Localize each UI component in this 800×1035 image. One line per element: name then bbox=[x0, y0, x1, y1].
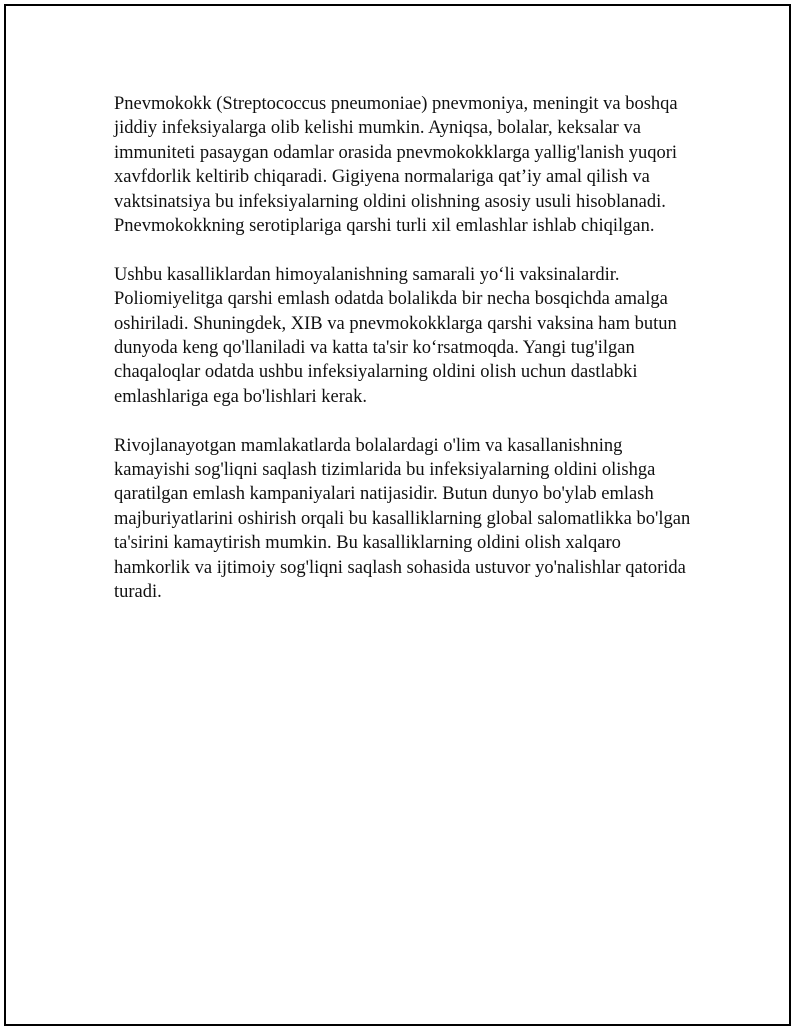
paragraph-3: Rivojlanayotgan mamlakatlarda bolalardagi o'lim va kasallanishning kamayishi sog'liqni saqlash tizimlarida bu infeksiyalarning oldini olishga qaratilgan emlash kampaniyalari natijasidir. Butun dunyo bo'ylab emlash majburiyatlarini oshirish orqali bu kasalliklarning global salomatlikka bo'lgan ta'sirini kamaytirish mumkin. Bu kasalliklarning oldini olish xalqaro hamkorlik va ijtimoiy sog'liqni saqlash sohasida ustuvor yo'nalishlar qatorida turadi. bbox=[114, 435, 691, 603]
paragraph-2: Ushbu kasalliklardan himoyalanishning samarali yo‘li vaksinalardir. Poliomiyelitga qarshi emlash odatda bolalikda bir necha bosqichda amalga oshiriladi. Shuningdek, XIB va pnevmokokklarga qarshi vaksina ham butun dunyoda keng qo'llaniladi va katta ta'sir ko‘rsatmoqda. Yangi tug'ilgan chaqaloqlar odatda ushbu infeksiyalarning oldini olish uchun dastlabki emlashlariga ega bo'lishlari kerak. bbox=[114, 264, 677, 407]
document-body bbox=[114, 92, 694, 629]
paragraph-1: Pnevmokokk (Streptococcus pneumoniae) pnevmoniya, meningit va boshqa jiddiy infeksiyalarga olib kelishi mumkin. Ayniqsa, bolalar, keksalar va immuniteti pasaygan odamlar orasida pnevmokokklarga yallig'lanish yuqori xavfdorlik keltirib chiqaradi. Gigiyena normalariga qat’iy amal qilish va vaktsinatsiya bu infeksiyalarning oldini olishning asosiy usuli hisoblanadi. Pnevmokokkning serotiplariga qarshi turli xil emlashlar ishlab chiqilgan. bbox=[114, 94, 678, 237]
